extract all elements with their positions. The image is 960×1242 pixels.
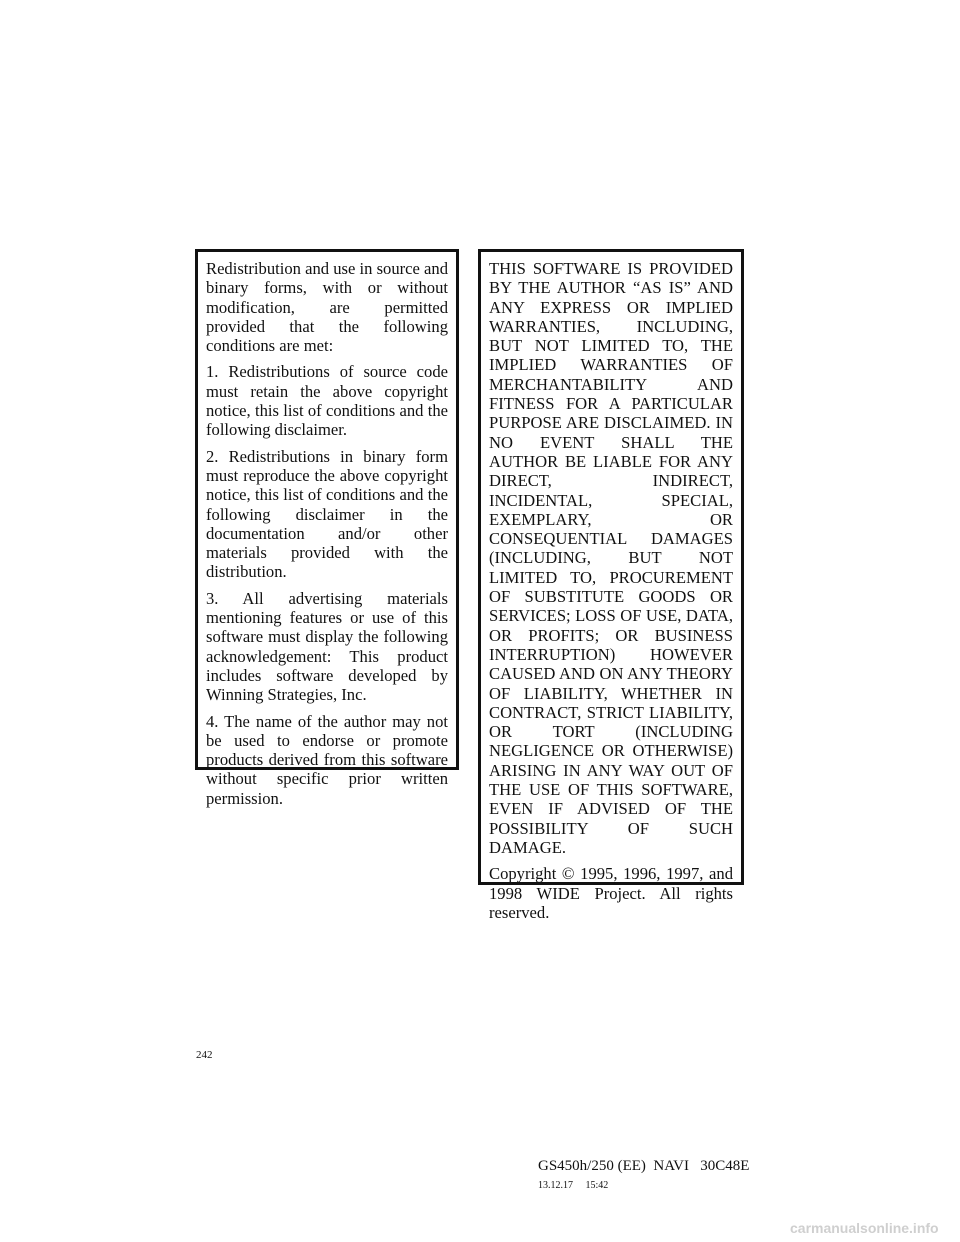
footer-timestamp: 13.12.17 15:42 xyxy=(538,1180,609,1191)
copyright-notice: Copyright © 1995, 1996, 1997, and 1998 WIDE Project. All rights reserved. xyxy=(489,864,733,922)
condition-4: 4. The name of the author may not be used to endorse or promote products derived from this software without specific prior written permission. xyxy=(206,711,448,808)
condition-3: 3. All advertising materials mentioning features or use of this software must display the following acknowledgement: This product includes software developed by Winning Strategies, Inc. xyxy=(206,588,448,705)
watermark: carmanualsonline.info xyxy=(790,1220,939,1236)
page-number: 242 xyxy=(196,1049,213,1061)
condition-1: 1. Redistributions of source code must retain the above copyright notice, this list of conditions and the following disclaimer. xyxy=(206,362,448,440)
warranty-disclaimer: THIS SOFTWARE IS PROVIDED BY THE AUTHOR “AS IS” AND ANY EXPRESS OR IMPLIED WARRANTIES, INCLUDING, BUT NOT LIMITED TO, THE IMPLIED WARRANTIES OF MERCHANTABILITY AND FITNESS FOR A PARTICULAR PURPOSE ARE DISCLAIMED. IN NO EVENT SHALL THE AUTHOR BE LIABLE FOR ANY DIRECT, INDIRECT, INCIDENTAL, SPECIAL, EXEMPLARY, OR CONSEQUENTIAL DAMAGES (INCLUDING, BUT NOT LIMITED TO, PROCUREMENT OF SUBSTITUTE GOODS OR SERVICES; LOSS OF USE, DATA, OR PROFITS; OR BUSINESS INTERRUPTION) HOWEVER CAUSED AND ON ANY THEORY OF LIABILITY, WHETHER IN CONTRACT, STRICT LIABILITY, OR TORT (INCLUDING NEGLIGENCE OR OTHERWISE) ARISING IN ANY WAY OUT OF THE USE OF THIS SOFTWARE, EVEN IF ADVISED OF THE POSSIBILITY OF SUCH DAMAGE. xyxy=(489,259,733,857)
conditions-intro: Redistribution and use in source and binary forms, with or without modification, are permitted provided that the following conditions are met: xyxy=(206,259,448,356)
condition-2: 2. Redistributions in binary form must reproduce the above copyright notice, this list of conditions and the following disclaimer in the documentation and/or other materials provided with the distribution. xyxy=(206,446,448,582)
footer-document-code: GS450h/250 (EE) NAVI 30C48E xyxy=(538,1158,750,1174)
disclaimer-box xyxy=(478,249,744,922)
license-conditions-box xyxy=(195,249,459,808)
